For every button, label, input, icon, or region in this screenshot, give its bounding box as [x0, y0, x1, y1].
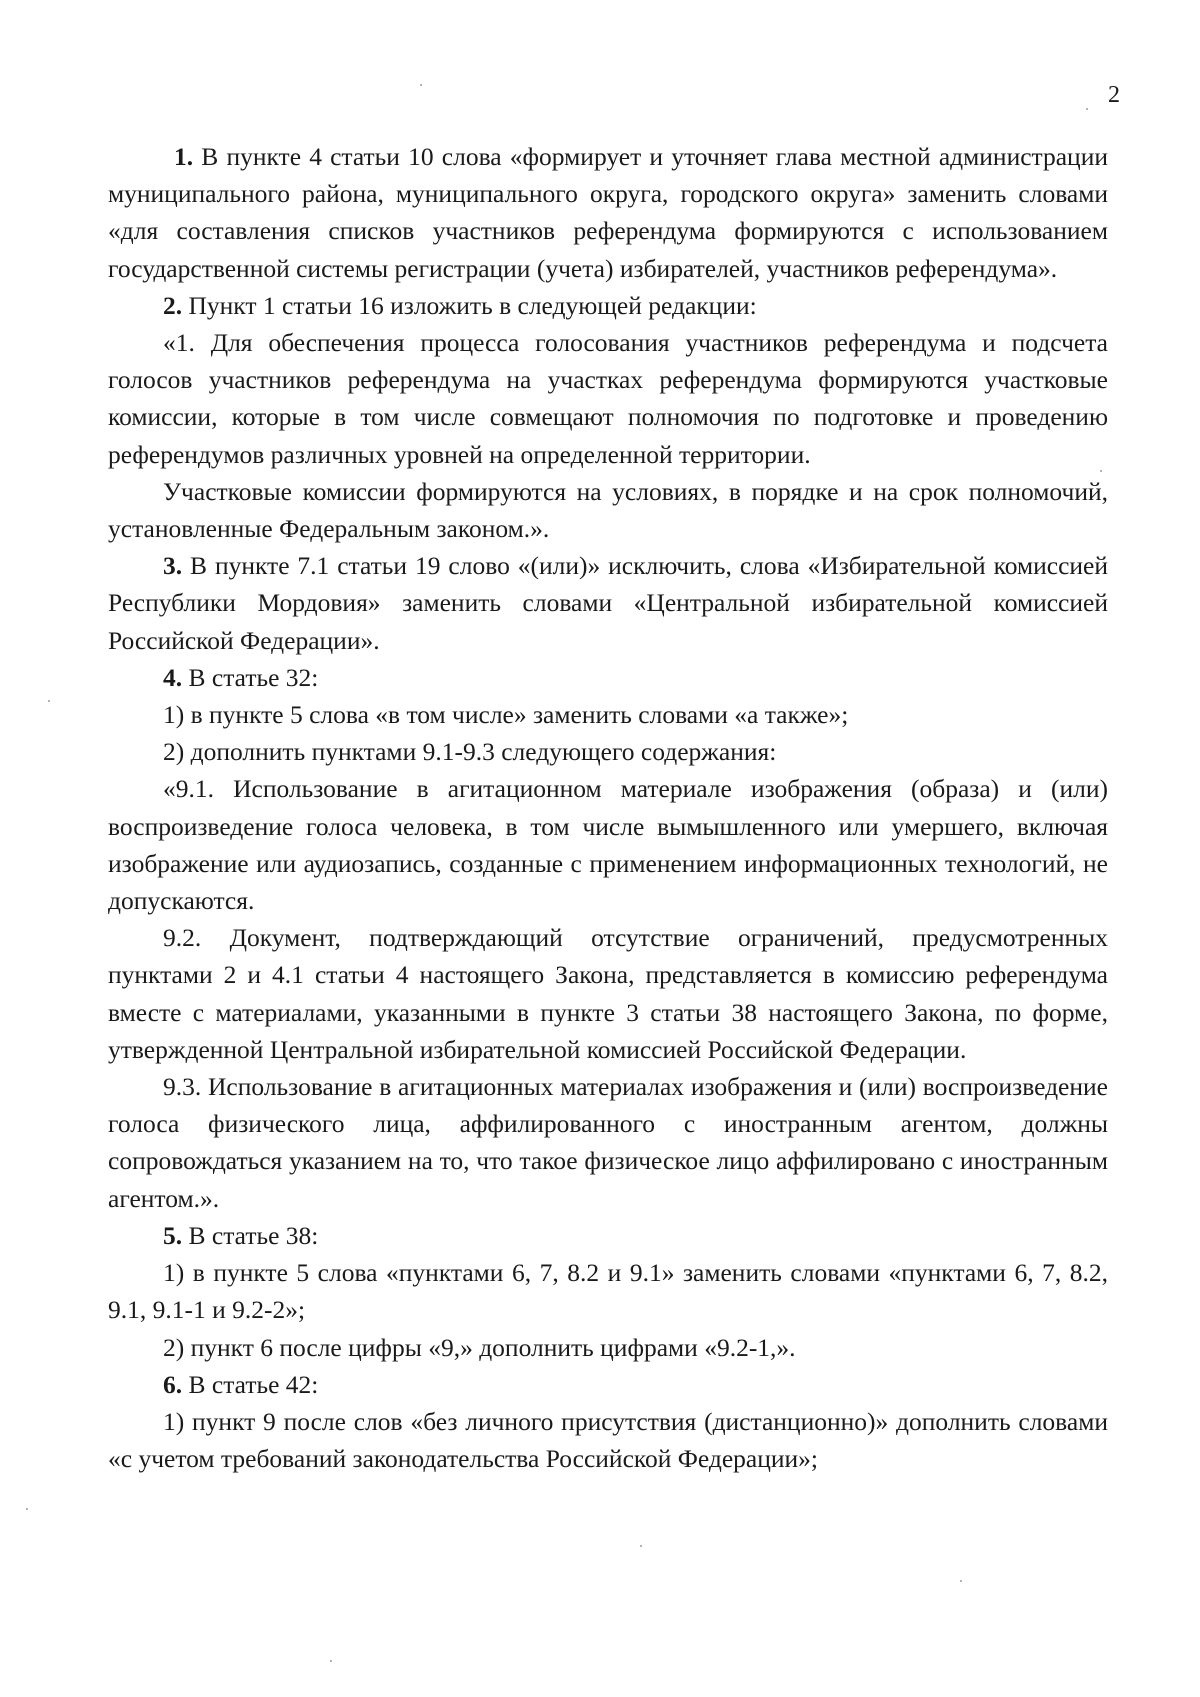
paragraph-text: «1. Для обеспечения процесса голосования участников референдума и подсчета голосов участников референдума на участках референдума формируются участковые комиссии, которые в том числе совмещают полномочия по подготовке и проведению референдумов различных уровней на определенной территории. [108, 328, 1108, 469]
paragraph-16 [108, 1403, 1108, 1477]
paragraph-5 [108, 547, 1108, 659]
paragraph-14 [108, 1329, 1108, 1366]
paragraph-text: Пункт 1 статьи 16 изложить в следующей редакции: [182, 290, 757, 320]
paragraph-text: 9.3. Использование в агитационных материалах изображения и (или) воспроизведение голоса физического лица, аффилированного с иностранным агентом, должны сопровождаться указанием на то, что такое физическое лицо аффилировано с иностранным агентом.». [108, 1072, 1108, 1213]
item-number: 5. [163, 1220, 183, 1250]
scan-speck [1086, 108, 1088, 110]
paragraph-10 [108, 919, 1108, 1068]
scan-speck [48, 700, 50, 702]
scan-speck [960, 1580, 962, 1582]
item-number: 3. [163, 551, 183, 581]
paragraph-11 [108, 1068, 1108, 1217]
paragraph-12 [108, 1217, 1108, 1254]
paragraph-text: 9.2. Документ, подтверждающий отсутствие ограничений, предусмотренных пунктами 2 и 4.1 статьи 4 настоящего Закона, представляется в комиссию референдума вместе с материалами, указанными в пункте 3 статьи 38 настоящего Закона, по форме, утвержденной Центральной избирательной комиссией Российской Федерации. [108, 923, 1108, 1064]
paragraph-text: Участковые комиссии формируются на условиях, в порядке и на срок полномочий, установленные Федеральным законом.». [108, 476, 1108, 544]
paragraph-text: 2) пункт 6 после цифры «9,» дополнить цифрами «9.2-1,». [163, 1332, 796, 1362]
paragraph-text: 1) пункт 9 после слов «без личного присутствия (дистанционно)» дополнить словами «с учетом требований законодательства Российской Федерации»; [108, 1406, 1108, 1474]
paragraph-13 [108, 1254, 1108, 1328]
paragraph-text: В пункте 7.1 статьи 19 слово «(или)» исключить, слова «Избирательной комиссией Республики Мордовия» заменить словами «Центральной избирательной комиссией Российской Федерации». [108, 551, 1108, 655]
item-number: 6. [163, 1369, 183, 1399]
paragraph-text: 1) в пункте 5 слова «в том числе» заменить словами «а также»; [163, 700, 849, 730]
page-number: 2 [1108, 82, 1120, 108]
item-number: 4. [163, 662, 183, 692]
scan-speck [1100, 470, 1102, 472]
paragraph-text: 2) дополнить пунктами 9.1-9.3 следующего содержания: [163, 737, 777, 767]
paragraph-7 [108, 696, 1108, 733]
paragraph-3 [108, 324, 1108, 473]
scan-speck [420, 84, 422, 86]
paragraph-text: «9.1. Использование в агитационном материале изображения (образа) и (или) воспроизведение голоса человека, в том числе вымышленного или умершего, включая изображение или аудиозапись, созданные с применением информационных технологий, не допускаются. [108, 774, 1108, 916]
paragraph-text: В пункте 4 статьи 10 слова «формирует и уточняет глава местной администрации муниципального района, муниципального округа, городского округа» заменить словами «для составления списков участников референдума формируются с использованием государственной системы регистрации (учета) избирателей, участников референдума». [108, 142, 1108, 283]
scan-speck [330, 1660, 332, 1662]
paragraph-text: В статье 32: [182, 662, 319, 692]
paragraph-4 [108, 473, 1108, 547]
paragraph-6 [108, 659, 1108, 696]
paragraph-2 [108, 287, 1108, 324]
paragraph-15 [108, 1366, 1108, 1403]
paragraph-9 [108, 770, 1108, 919]
paragraph-1 [108, 138, 1108, 287]
item-number: 1. [174, 142, 194, 171]
item-number: 2. [163, 290, 183, 320]
paragraph-text: В статье 38: [182, 1220, 319, 1250]
paragraph-8 [108, 733, 1108, 770]
paragraph-text: 1) в пункте 5 слова «пунктами 6, 7, 8.2 и 9.1» заменить словами «пунктами 6, 7, 8.2, 9.1, 9.1-1 и 9.2-2»; [108, 1258, 1108, 1325]
document-body [108, 138, 1108, 1477]
paragraph-text: В статье 42: [182, 1369, 319, 1399]
scan-speck [640, 1545, 642, 1547]
scan-speck [26, 1508, 28, 1510]
